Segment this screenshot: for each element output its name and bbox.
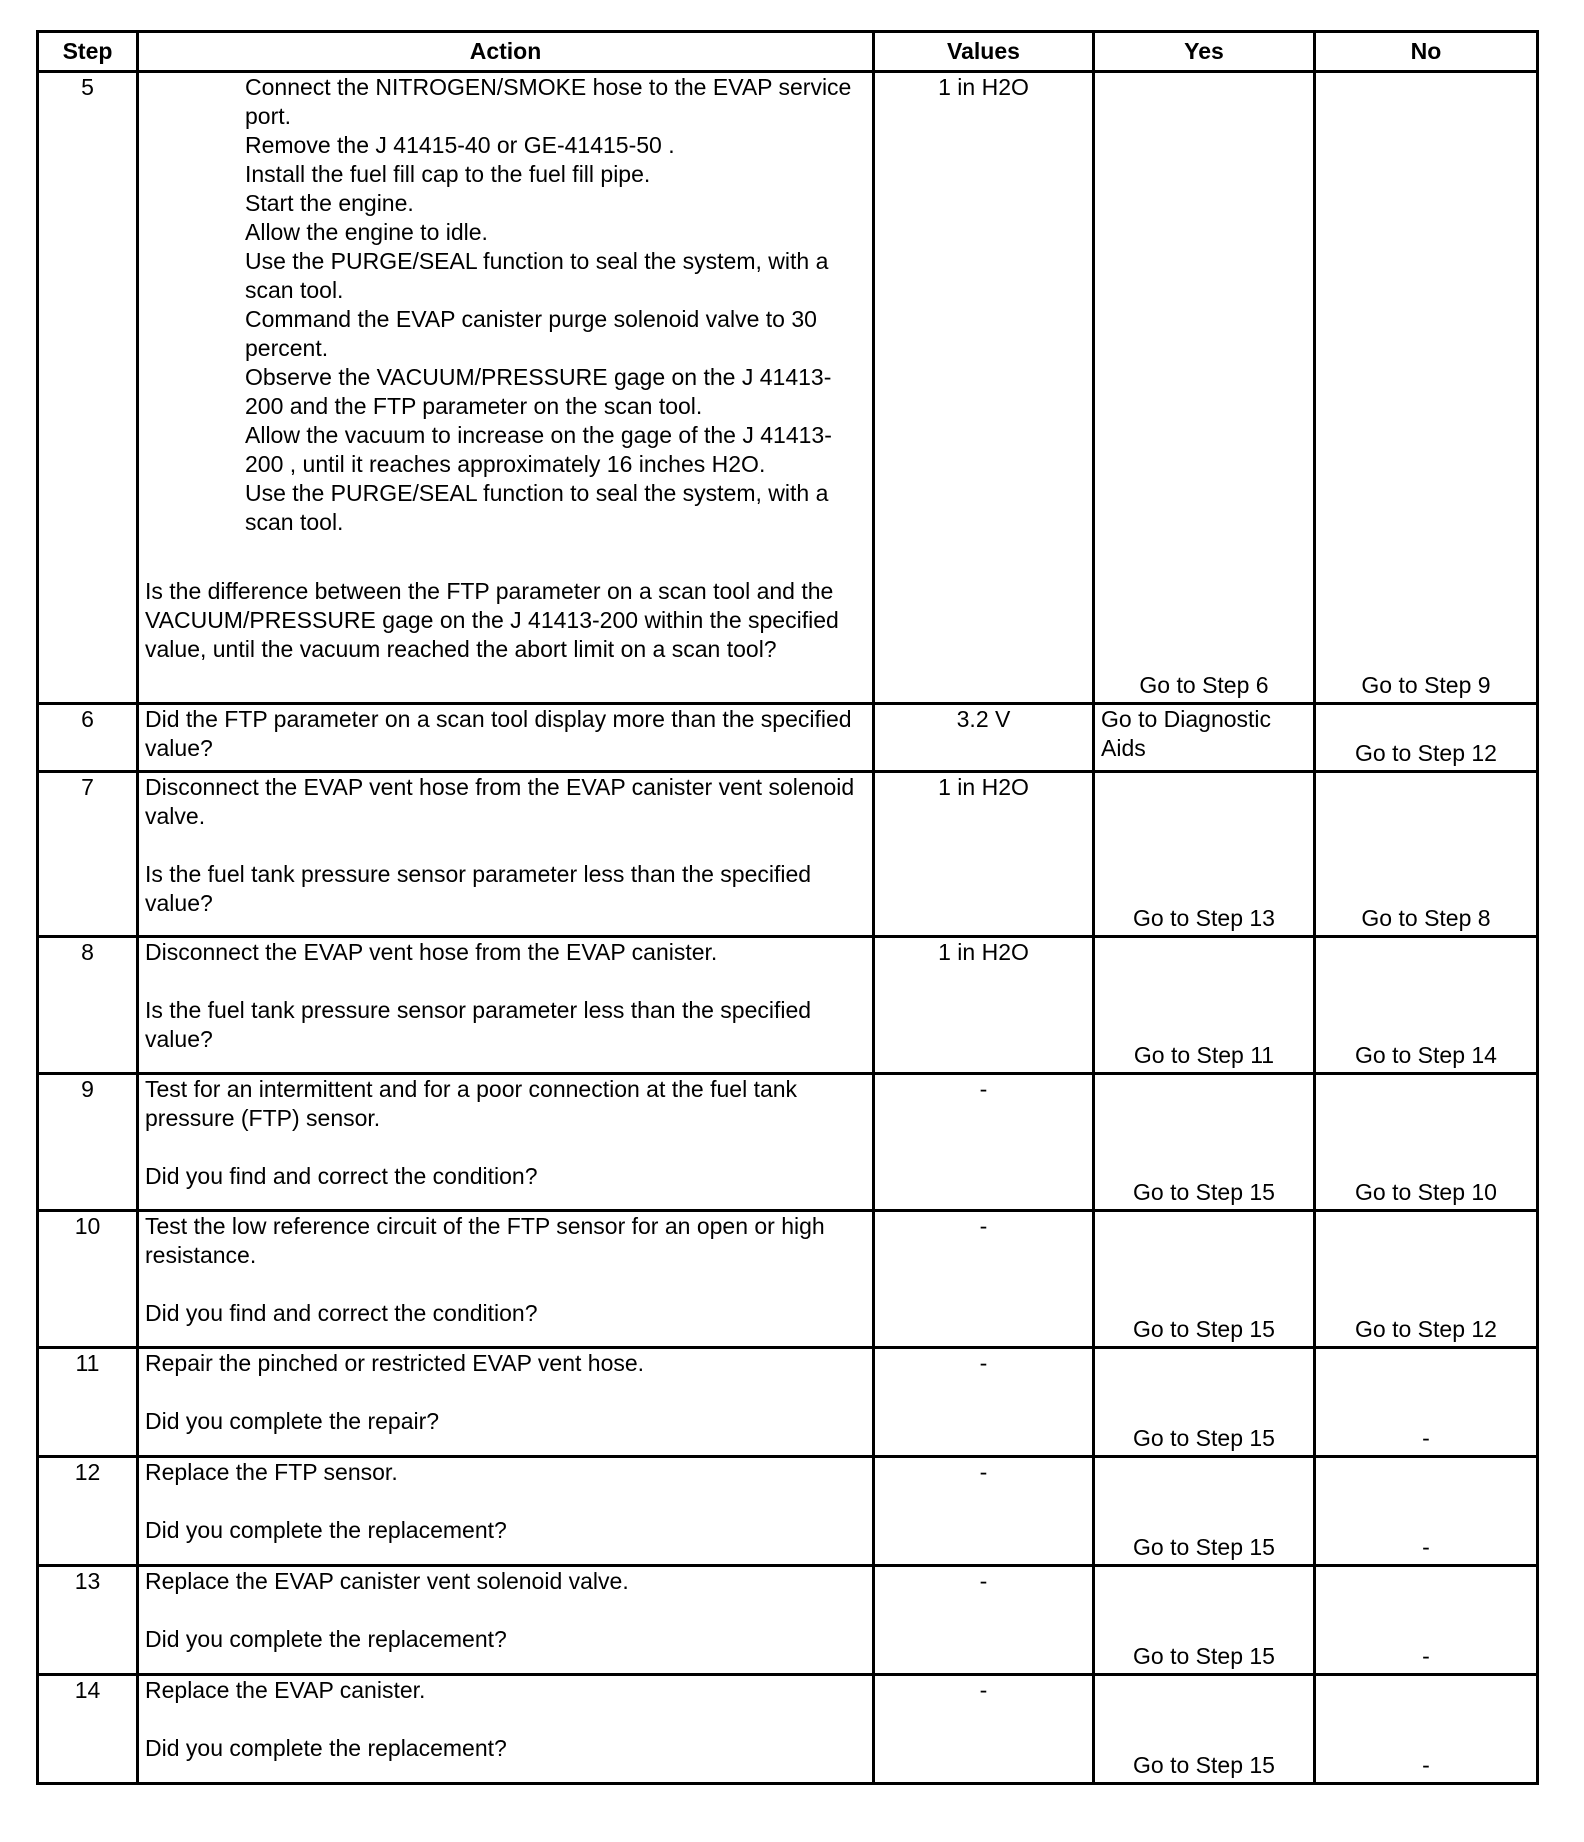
table-row-step-11: [38, 1348, 1538, 1457]
table-row-step-8: [38, 937, 1538, 1074]
no-cell: [1315, 1457, 1538, 1566]
no-outcome: Go to Step 9: [1361, 672, 1491, 698]
action-text: Test the low reference circuit of the FTP sensor for an open or high resistance.: [145, 1213, 825, 1268]
action-cell: [138, 1348, 874, 1457]
no-cell: [1315, 1074, 1538, 1211]
substep: Command the EVAP canister purge solenoid valve to 30 percent.: [245, 306, 817, 361]
substep: Observe the VACUUM/PRESSURE gage on the J 41413-200 and the FTP parameter on the scan tool.: [245, 364, 832, 419]
no-cell: [1315, 1566, 1538, 1675]
no-outcome: -: [1422, 1643, 1430, 1669]
yes-cell: [1094, 1348, 1315, 1457]
yes-cell: [1094, 1457, 1315, 1566]
table-row-step-10: [38, 1211, 1538, 1348]
action-cell: Did the FTP parameter on a scan tool display more than the specified value?: [138, 704, 874, 772]
substep: Start the engine.: [245, 190, 414, 216]
yes-outcome: Go to Diagnostic Aids: [1101, 706, 1272, 761]
no-cell: [1315, 937, 1538, 1074]
action-text: Replace the FTP sensor.: [145, 1459, 398, 1485]
no-outcome: Go to Step 12: [1355, 740, 1497, 766]
question-text: Is the fuel tank pressure sensor parameter less than the specified value?: [145, 861, 812, 916]
action-cell: [138, 72, 874, 704]
action-cell: [138, 1457, 874, 1566]
yes-cell: [1094, 72, 1315, 704]
no-outcome: Go to Step 8: [1361, 905, 1491, 931]
action-text: Test for an intermittent and for a poor connection at the fuel tank pressure (FTP) sensor.: [145, 1076, 798, 1131]
action-cell: [138, 1211, 874, 1348]
action-cell: [138, 1566, 874, 1675]
step-number: 10: [38, 1211, 138, 1348]
value-cell: 1 in H2O: [874, 937, 1094, 1074]
yes-outcome: Go to Step 13: [1133, 905, 1275, 931]
yes-cell: [1094, 704, 1315, 772]
no-outcome: -: [1422, 1534, 1430, 1560]
yes-outcome: Go to Step 15: [1133, 1534, 1275, 1560]
yes-outcome: Go to Step 15: [1133, 1643, 1275, 1669]
substep: Remove the J 41415-40 or GE-41415-50 .: [245, 132, 675, 158]
value-cell: 1 in H2O: [874, 72, 1094, 704]
question-text: Is the difference between the FTP parameter on a scan tool and the VACUUM/PRESSURE gage on the J 41413-200 within the specified value, until the vacuum reached the abort limit on a scan tool?: [145, 578, 839, 662]
question-text: Is the fuel tank pressure sensor parameter less than the specified value?: [145, 997, 812, 1052]
step-number: 14: [38, 1675, 138, 1784]
action-cell: [138, 772, 874, 937]
value-cell: 3.2 V: [874, 704, 1094, 772]
question-text: Did you complete the replacement?: [145, 1735, 507, 1761]
table-row-step-6: [38, 704, 1538, 772]
no-outcome: Go to Step 10: [1355, 1179, 1497, 1205]
substep: Allow the engine to idle.: [245, 219, 488, 245]
no-cell: [1315, 704, 1538, 772]
value-cell: -: [874, 1457, 1094, 1566]
step-number: 7: [38, 772, 138, 937]
value-cell: -: [874, 1675, 1094, 1784]
action-cell: [138, 937, 874, 1074]
no-cell: [1315, 1348, 1538, 1457]
header-step: Step: [38, 32, 138, 72]
header-row: [38, 32, 1538, 72]
no-cell: [1315, 1675, 1538, 1784]
question-text: Did you complete the repair?: [145, 1408, 440, 1434]
table-row-step-13: [38, 1566, 1538, 1675]
yes-cell: [1094, 1675, 1315, 1784]
question-text: Did you find and correct the condition?: [145, 1163, 538, 1189]
table-row-step-14: [38, 1675, 1538, 1784]
step-number: 8: [38, 937, 138, 1074]
table-row-step-7: [38, 772, 1538, 937]
action-cell: [138, 1675, 874, 1784]
yes-cell: [1094, 1566, 1315, 1675]
no-outcome: -: [1422, 1752, 1430, 1778]
question-text: Did you complete the replacement?: [145, 1517, 507, 1543]
yes-cell: [1094, 772, 1315, 937]
header-yes: Yes: [1094, 32, 1315, 72]
action-text: Repair the pinched or restricted EVAP vent hose.: [145, 1350, 645, 1376]
step-number: 9: [38, 1074, 138, 1211]
substep: Allow the vacuum to increase on the gage of the J 41413-200 , until it reaches approximately 16 inches H2O.: [245, 422, 832, 477]
table-row-step-9: [38, 1074, 1538, 1211]
table-row-step-5: [38, 72, 1538, 704]
substep: Use the PURGE/SEAL function to seal the system, with a scan tool.: [245, 480, 829, 535]
question-text: Did you find and correct the condition?: [145, 1300, 538, 1326]
yes-outcome: Go to Step 15: [1133, 1179, 1275, 1205]
substep: Use the PURGE/SEAL function to seal the system, with a scan tool.: [245, 248, 829, 303]
action-text: Disconnect the EVAP vent hose from the EVAP canister.: [145, 939, 718, 965]
step-number: 13: [38, 1566, 138, 1675]
value-cell: -: [874, 1348, 1094, 1457]
yes-cell: [1094, 937, 1315, 1074]
yes-outcome: Go to Step 15: [1133, 1316, 1275, 1342]
yes-outcome: Go to Step 15: [1133, 1425, 1275, 1451]
step-number: 6: [38, 704, 138, 772]
no-outcome: Go to Step 14: [1355, 1042, 1497, 1068]
no-outcome: -: [1422, 1425, 1430, 1451]
value-cell: -: [874, 1566, 1094, 1675]
no-outcome: Go to Step 12: [1355, 1316, 1497, 1342]
diagnostic-table: [36, 30, 1539, 1785]
no-cell: [1315, 72, 1538, 704]
no-cell: [1315, 772, 1538, 937]
header-values: Values: [874, 32, 1094, 72]
question-text: Did you complete the replacement?: [145, 1626, 507, 1652]
value-cell: -: [874, 1074, 1094, 1211]
step-number: 12: [38, 1457, 138, 1566]
step-number: 11: [38, 1348, 138, 1457]
value-cell: 1 in H2O: [874, 772, 1094, 937]
yes-cell: [1094, 1211, 1315, 1348]
value-cell: -: [874, 1211, 1094, 1348]
step-number: 5: [38, 72, 138, 704]
diagnostic-table-page: [36, 30, 1536, 1785]
yes-outcome: Go to Step 15: [1133, 1752, 1275, 1778]
yes-outcome: Go to Step 11: [1133, 1042, 1275, 1068]
action-text: Disconnect the EVAP vent hose from the EVAP canister vent solenoid valve.: [145, 774, 855, 829]
table-row-step-12: [38, 1457, 1538, 1566]
no-cell: [1315, 1211, 1538, 1348]
yes-outcome: Go to Step 6: [1139, 672, 1269, 698]
action-cell: [138, 1074, 874, 1211]
header-no: No: [1315, 32, 1538, 72]
substep: Connect the NITROGEN/SMOKE hose to the EVAP service port.: [245, 74, 852, 129]
action-text: Replace the EVAP canister vent solenoid valve.: [145, 1568, 629, 1594]
yes-cell: [1094, 1074, 1315, 1211]
header-action: Action: [138, 32, 874, 72]
substep: Install the fuel fill cap to the fuel fill pipe.: [245, 161, 651, 187]
action-text: Replace the EVAP canister.: [145, 1677, 426, 1703]
